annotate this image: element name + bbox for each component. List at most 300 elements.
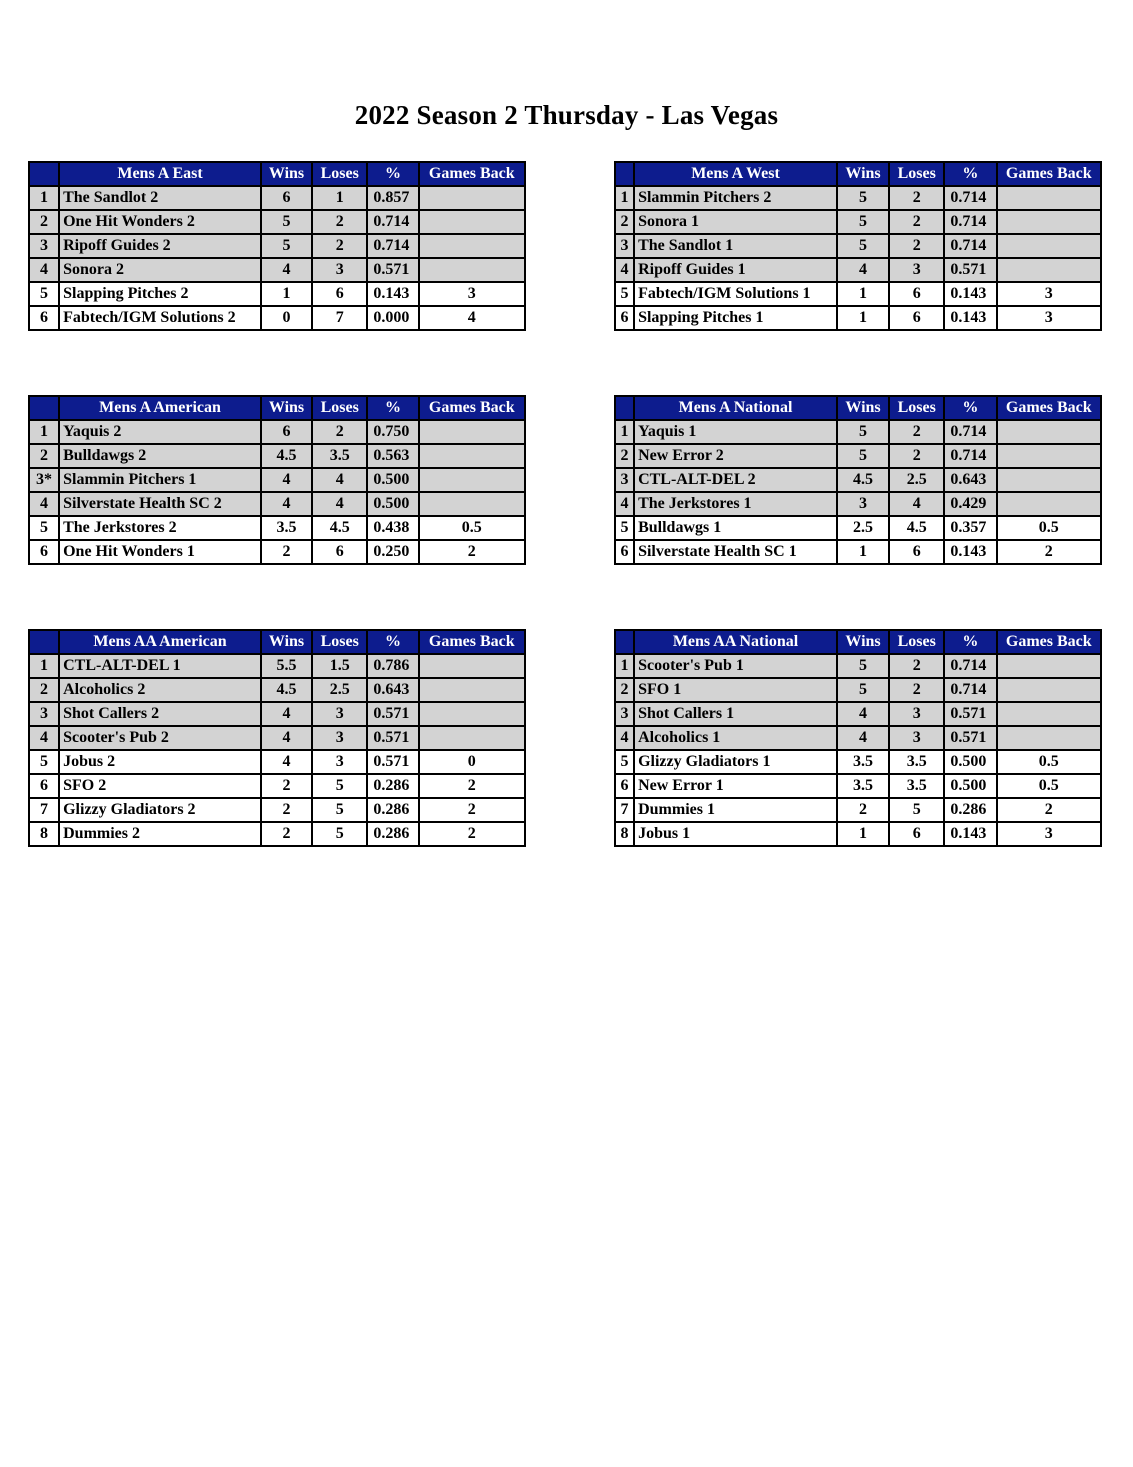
team-name-cell: Fabtech/IGM Solutions 1 [634, 282, 837, 306]
table-row [29, 822, 525, 846]
table-row [29, 678, 525, 702]
rank-cell: 2 [29, 444, 59, 468]
team-name-cell: Dummies 2 [59, 822, 261, 846]
pct-cell: 0.714 [944, 210, 996, 234]
loses-cell: 1 [312, 186, 367, 210]
rank-cell: 6 [615, 774, 634, 798]
games-back-cell [997, 702, 1101, 726]
division-name: Mens A West [634, 162, 837, 186]
division-name: Mens AA American [59, 630, 261, 654]
loses-header: Loses [889, 162, 944, 186]
wins-cell: 5 [837, 186, 889, 210]
standings-table-mens-aa-national [614, 629, 1102, 847]
wins-cell: 1 [837, 282, 889, 306]
table-row [615, 702, 1101, 726]
team-name-cell: Slammin Pitchers 1 [59, 468, 261, 492]
games-back-cell: 0.5 [997, 774, 1101, 798]
table-row [615, 186, 1101, 210]
rank-cell: 6 [29, 774, 59, 798]
team-name-cell: One Hit Wonders 1 [59, 540, 261, 564]
rank-cell: 6 [615, 540, 634, 564]
rank-cell: 8 [29, 822, 59, 846]
loses-cell: 3.5 [889, 750, 944, 774]
division-name: Mens A American [59, 396, 261, 420]
pct-cell: 0.714 [367, 210, 418, 234]
loses-cell: 5 [312, 822, 367, 846]
games-back-cell [419, 420, 525, 444]
team-name-cell: Sonora 1 [634, 210, 837, 234]
team-name-cell: Glizzy Gladiators 1 [634, 750, 837, 774]
team-name-cell: Bulldawgs 2 [59, 444, 261, 468]
wins-cell: 2 [261, 540, 312, 564]
games-back-header: Games Back [419, 630, 525, 654]
pct-cell: 0.571 [944, 258, 996, 282]
pct-cell: 0.429 [944, 492, 996, 516]
rank-cell: 8 [615, 822, 634, 846]
wins-cell: 5 [261, 210, 312, 234]
pct-cell: 0.143 [367, 282, 418, 306]
wins-cell: 6 [261, 186, 312, 210]
rank-cell: 6 [29, 540, 59, 564]
loses-cell: 2 [889, 420, 944, 444]
team-name-cell: Bulldawgs 1 [634, 516, 837, 540]
games-back-cell: 2 [997, 540, 1101, 564]
table-row [29, 726, 525, 750]
games-back-header: Games Back [997, 162, 1101, 186]
games-back-cell: 2 [419, 798, 525, 822]
loses-header: Loses [889, 396, 944, 420]
table-row [29, 468, 525, 492]
table-row [615, 540, 1101, 564]
wins-cell: 4 [261, 468, 312, 492]
table-row [615, 774, 1101, 798]
rank-cell: 3* [29, 468, 59, 492]
pct-cell: 0.143 [944, 822, 996, 846]
pct-cell: 0.143 [944, 540, 996, 564]
pct-cell: 0.438 [367, 516, 418, 540]
wins-cell: 4 [837, 702, 889, 726]
wins-cell: 5 [837, 234, 889, 258]
pct-cell: 0.714 [944, 234, 996, 258]
table-row [29, 540, 525, 564]
team-name-cell: The Sandlot 1 [634, 234, 837, 258]
loses-cell: 3 [312, 750, 367, 774]
wins-header: Wins [261, 396, 312, 420]
pct-header: % [944, 396, 996, 420]
division-name: Mens A National [634, 396, 837, 420]
table-row [615, 282, 1101, 306]
rank-cell: 5 [615, 750, 634, 774]
team-name-cell: Silverstate Health SC 1 [634, 540, 837, 564]
rank-cell: 3 [29, 702, 59, 726]
rank-cell: 4 [615, 258, 634, 282]
team-name-cell: Alcoholics 1 [634, 726, 837, 750]
team-name-cell: The Sandlot 2 [59, 186, 261, 210]
standings-table-mens-a-west [614, 161, 1102, 331]
loses-cell: 7 [312, 306, 367, 330]
team-name-cell: Yaquis 2 [59, 420, 261, 444]
pct-cell: 0.357 [944, 516, 996, 540]
table-row [615, 654, 1101, 678]
pct-cell: 0.714 [944, 420, 996, 444]
loses-cell: 2 [889, 234, 944, 258]
wins-cell: 5.5 [261, 654, 312, 678]
rank-cell: 2 [615, 444, 634, 468]
games-back-cell [997, 210, 1101, 234]
header-row [615, 396, 1101, 420]
wins-header: Wins [261, 630, 312, 654]
table-row [29, 654, 525, 678]
team-name-cell: Silverstate Health SC 2 [59, 492, 261, 516]
team-name-cell: Slapping Pitches 2 [59, 282, 261, 306]
loses-cell: 5 [312, 798, 367, 822]
table-row [29, 306, 525, 330]
loses-cell: 6 [312, 282, 367, 306]
rank-header [615, 396, 634, 420]
pct-cell: 0.500 [944, 774, 996, 798]
team-name-cell: The Jerkstores 2 [59, 516, 261, 540]
table-row [29, 444, 525, 468]
standings-table-mens-a-east [28, 161, 526, 331]
wins-cell: 3 [837, 492, 889, 516]
table-row [615, 726, 1101, 750]
table-row [29, 186, 525, 210]
wins-cell: 4 [261, 702, 312, 726]
pct-cell: 0.571 [367, 750, 418, 774]
rank-cell: 5 [29, 750, 59, 774]
wins-cell: 4 [837, 258, 889, 282]
team-name-cell: SFO 2 [59, 774, 261, 798]
games-back-cell: 3 [997, 822, 1101, 846]
pct-cell: 0.571 [944, 702, 996, 726]
pct-cell: 0.143 [944, 306, 996, 330]
team-name-cell: Alcoholics 2 [59, 678, 261, 702]
division-name: Mens AA National [634, 630, 837, 654]
games-back-cell [419, 210, 525, 234]
games-back-header: Games Back [997, 396, 1101, 420]
rank-cell: 1 [615, 420, 634, 444]
games-back-cell [997, 234, 1101, 258]
loses-cell: 3 [889, 702, 944, 726]
division-name: Mens A East [59, 162, 261, 186]
rank-header [615, 162, 634, 186]
games-back-cell [997, 654, 1101, 678]
pct-cell: 0.643 [944, 468, 996, 492]
games-back-cell [997, 444, 1101, 468]
games-back-cell: 3 [997, 282, 1101, 306]
pct-cell: 0.714 [944, 186, 996, 210]
wins-cell: 2 [261, 822, 312, 846]
pct-header: % [944, 162, 996, 186]
games-back-cell: 3 [997, 306, 1101, 330]
pct-cell: 0.286 [367, 822, 418, 846]
rank-cell: 1 [29, 654, 59, 678]
rank-cell: 3 [615, 234, 634, 258]
rank-header [29, 630, 59, 654]
loses-cell: 6 [312, 540, 367, 564]
pct-cell: 0.643 [367, 678, 418, 702]
team-name-cell: Shot Callers 1 [634, 702, 837, 726]
loses-cell: 6 [889, 822, 944, 846]
loses-cell: 1.5 [312, 654, 367, 678]
table-row [29, 258, 525, 282]
rank-cell: 4 [615, 492, 634, 516]
rank-cell: 2 [615, 678, 634, 702]
team-name-cell: Slapping Pitches 1 [634, 306, 837, 330]
games-back-cell: 2 [419, 822, 525, 846]
standings-table-mens-a-american [28, 395, 526, 565]
rank-header [615, 630, 634, 654]
team-name-cell: SFO 1 [634, 678, 837, 702]
games-back-cell: 0.5 [997, 750, 1101, 774]
games-back-cell [997, 468, 1101, 492]
table-row [29, 420, 525, 444]
games-back-cell [997, 186, 1101, 210]
table-row [615, 822, 1101, 846]
rank-cell: 1 [29, 420, 59, 444]
team-name-cell: Ripoff Guides 2 [59, 234, 261, 258]
wins-cell: 4 [837, 726, 889, 750]
team-name-cell: New Error 2 [634, 444, 837, 468]
team-name-cell: Fabtech/IGM Solutions 2 [59, 306, 261, 330]
games-back-cell [997, 258, 1101, 282]
table-row [29, 750, 525, 774]
table-row [615, 234, 1101, 258]
wins-header: Wins [837, 396, 889, 420]
rank-cell: 6 [29, 306, 59, 330]
loses-cell: 4.5 [312, 516, 367, 540]
table-row [29, 234, 525, 258]
games-back-cell [419, 444, 525, 468]
team-name-cell: CTL-ALT-DEL 2 [634, 468, 837, 492]
table-row [615, 750, 1101, 774]
rank-cell: 5 [615, 282, 634, 306]
team-name-cell: CTL-ALT-DEL 1 [59, 654, 261, 678]
table-row [615, 210, 1101, 234]
header-row [615, 630, 1101, 654]
loses-cell: 3 [312, 726, 367, 750]
games-back-header: Games Back [419, 396, 525, 420]
pct-cell: 0.500 [367, 468, 418, 492]
loses-cell: 6 [889, 540, 944, 564]
header-row [29, 396, 525, 420]
games-back-cell [419, 234, 525, 258]
pct-cell: 0.714 [944, 654, 996, 678]
games-back-cell: 0 [419, 750, 525, 774]
pct-header: % [944, 630, 996, 654]
loses-cell: 6 [889, 306, 944, 330]
games-back-cell [419, 702, 525, 726]
rank-cell: 5 [29, 282, 59, 306]
team-name-cell: Ripoff Guides 1 [634, 258, 837, 282]
team-name-cell: Slammin Pitchers 2 [634, 186, 837, 210]
pct-header: % [367, 630, 418, 654]
loses-header: Loses [312, 396, 367, 420]
games-back-cell [419, 654, 525, 678]
wins-cell: 4 [261, 492, 312, 516]
standings-table-mens-a-national [614, 395, 1102, 565]
team-name-cell: The Jerkstores 1 [634, 492, 837, 516]
wins-cell: 1 [837, 822, 889, 846]
loses-cell: 3 [889, 258, 944, 282]
loses-cell: 2 [889, 444, 944, 468]
loses-cell: 2 [312, 420, 367, 444]
pct-cell: 0.143 [944, 282, 996, 306]
pct-cell: 0.563 [367, 444, 418, 468]
wins-cell: 2 [261, 798, 312, 822]
team-name-cell: Yaquis 1 [634, 420, 837, 444]
wins-cell: 4 [261, 750, 312, 774]
table-row [615, 444, 1101, 468]
wins-cell: 4.5 [837, 468, 889, 492]
loses-header: Loses [312, 630, 367, 654]
wins-cell: 1 [837, 306, 889, 330]
pct-cell: 0.250 [367, 540, 418, 564]
loses-cell: 3 [312, 258, 367, 282]
team-name-cell: Dummies 1 [634, 798, 837, 822]
header-row [29, 630, 525, 654]
loses-cell: 6 [889, 282, 944, 306]
rank-cell: 4 [29, 492, 59, 516]
pct-cell: 0.571 [367, 702, 418, 726]
standings-table-mens-aa-american [28, 629, 526, 847]
loses-header: Loses [312, 162, 367, 186]
pct-cell: 0.571 [944, 726, 996, 750]
wins-cell: 0 [261, 306, 312, 330]
table-row [29, 702, 525, 726]
rank-cell: 1 [29, 186, 59, 210]
pct-cell: 0.571 [367, 258, 418, 282]
loses-cell: 5 [312, 774, 367, 798]
wins-cell: 5 [837, 654, 889, 678]
header-row [615, 162, 1101, 186]
games-back-cell: 2 [419, 540, 525, 564]
wins-cell: 5 [837, 444, 889, 468]
team-name-cell: New Error 1 [634, 774, 837, 798]
pct-cell: 0.857 [367, 186, 418, 210]
team-name-cell: Scooter's Pub 2 [59, 726, 261, 750]
loses-cell: 2 [889, 654, 944, 678]
games-back-cell [419, 678, 525, 702]
pct-cell: 0.286 [367, 774, 418, 798]
rank-cell: 2 [29, 678, 59, 702]
table-row [615, 420, 1101, 444]
wins-cell: 2.5 [837, 516, 889, 540]
wins-cell: 5 [837, 210, 889, 234]
games-back-cell [997, 492, 1101, 516]
team-name-cell: Shot Callers 2 [59, 702, 261, 726]
pct-cell: 0.500 [944, 750, 996, 774]
rank-cell: 7 [615, 798, 634, 822]
pct-cell: 0.714 [944, 678, 996, 702]
games-back-cell [997, 726, 1101, 750]
loses-cell: 2.5 [312, 678, 367, 702]
wins-header: Wins [837, 630, 889, 654]
loses-cell: 3.5 [889, 774, 944, 798]
wins-cell: 3.5 [837, 774, 889, 798]
rank-cell: 4 [29, 726, 59, 750]
rank-cell: 6 [615, 306, 634, 330]
loses-cell: 2 [312, 210, 367, 234]
table-row [29, 492, 525, 516]
loses-cell: 2 [889, 678, 944, 702]
team-name-cell: Sonora 2 [59, 258, 261, 282]
table-row [29, 282, 525, 306]
wins-header: Wins [261, 162, 312, 186]
pct-cell: 0.714 [367, 234, 418, 258]
pct-cell: 0.500 [367, 492, 418, 516]
games-back-cell [419, 186, 525, 210]
loses-cell: 2 [312, 234, 367, 258]
rank-cell: 4 [29, 258, 59, 282]
wins-cell: 4.5 [261, 444, 312, 468]
team-name-cell: Jobus 2 [59, 750, 261, 774]
pct-cell: 0.750 [367, 420, 418, 444]
team-name-cell: One Hit Wonders 2 [59, 210, 261, 234]
games-back-cell [419, 726, 525, 750]
games-back-cell: 0.5 [997, 516, 1101, 540]
games-back-header: Games Back [419, 162, 525, 186]
header-row [29, 162, 525, 186]
table-row [29, 516, 525, 540]
loses-cell: 3 [889, 726, 944, 750]
games-back-cell: 2 [997, 798, 1101, 822]
games-back-cell [419, 468, 525, 492]
rank-cell: 4 [615, 726, 634, 750]
rank-cell: 2 [29, 210, 59, 234]
rank-cell: 7 [29, 798, 59, 822]
loses-cell: 3.5 [312, 444, 367, 468]
wins-cell: 4 [261, 726, 312, 750]
wins-cell: 4.5 [261, 678, 312, 702]
wins-cell: 5 [837, 678, 889, 702]
rank-cell: 3 [615, 702, 634, 726]
table-row [29, 210, 525, 234]
table-row [615, 492, 1101, 516]
pct-header: % [367, 162, 418, 186]
rank-cell: 3 [29, 234, 59, 258]
loses-cell: 4 [312, 492, 367, 516]
loses-header: Loses [889, 630, 944, 654]
pct-cell: 0.000 [367, 306, 418, 330]
wins-cell: 4 [261, 258, 312, 282]
team-name-cell: Glizzy Gladiators 2 [59, 798, 261, 822]
rank-header [29, 396, 59, 420]
loses-cell: 4 [312, 468, 367, 492]
wins-cell: 2 [261, 774, 312, 798]
table-row [29, 774, 525, 798]
games-back-cell [419, 258, 525, 282]
pct-cell: 0.286 [367, 798, 418, 822]
table-row [615, 678, 1101, 702]
rank-cell: 5 [615, 516, 634, 540]
team-name-cell: Jobus 1 [634, 822, 837, 846]
wins-cell: 6 [261, 420, 312, 444]
wins-cell: 3.5 [261, 516, 312, 540]
games-back-cell: 0.5 [419, 516, 525, 540]
games-back-cell: 2 [419, 774, 525, 798]
rank-cell: 3 [615, 468, 634, 492]
page-title: 2022 Season 2 Thursday - Las Vegas [354, 100, 779, 130]
loses-cell: 4 [889, 492, 944, 516]
loses-cell: 5 [889, 798, 944, 822]
pct-cell: 0.786 [367, 654, 418, 678]
rank-cell: 1 [615, 654, 634, 678]
table-row [29, 798, 525, 822]
pct-header: % [367, 396, 418, 420]
wins-header: Wins [837, 162, 889, 186]
team-name-cell: Scooter's Pub 1 [634, 654, 837, 678]
